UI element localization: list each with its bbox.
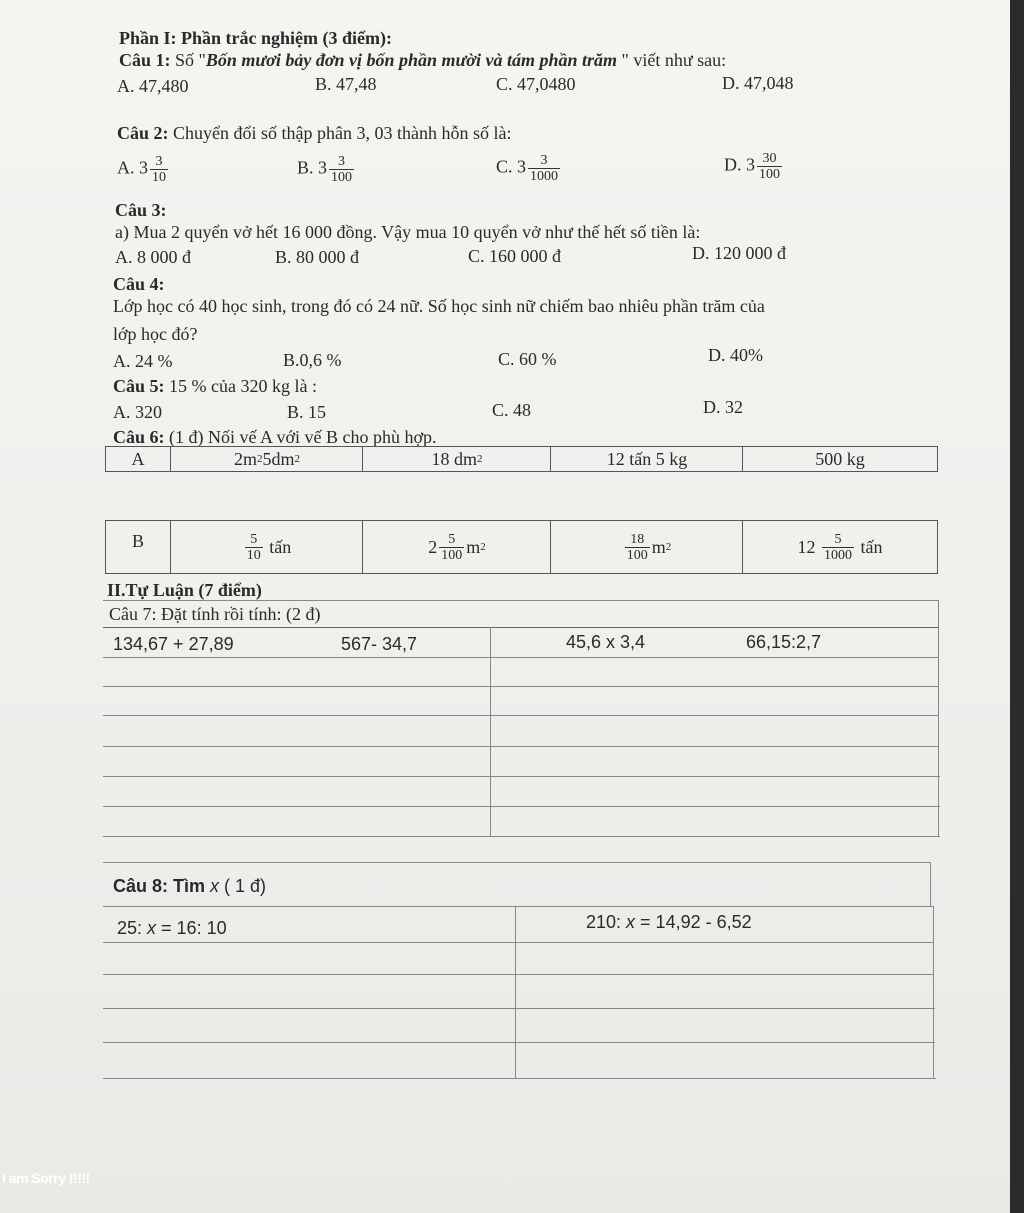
- q5-option-c: C. 48: [492, 400, 532, 420]
- fraction: $\frac{5}{1000}$: [824, 531, 852, 563]
- matching-row-b: [105, 520, 938, 574]
- q1-text-pre: Số ": [175, 50, 206, 70]
- q1-text-post: " viết như sau:: [616, 50, 727, 70]
- q1-text: [119, 50, 726, 71]
- part1-title: Phần I: Phần trắc nghiệm (3 điểm):: [119, 28, 392, 48]
- q2-option-c: C. 3 $\frac{3}{1000}$: [496, 153, 559, 184]
- fraction: $\frac{30}{100}$: [759, 151, 780, 182]
- q3-text: a) Mua 2 quyển vở hết 16 000 đồng. Vậy mua 10 quyển vở như thế hết số tiền là:: [115, 222, 701, 242]
- q5-option-d: D. 32: [703, 397, 743, 417]
- row-b-label: B: [131, 531, 144, 551]
- row-a-label: A: [131, 448, 145, 469]
- q2-option-b: B. 3 $\frac{3}{100}$: [297, 154, 353, 185]
- q2-option-d: D. 3 $\frac{30}{100}$: [724, 151, 780, 182]
- q6-instruction: (1 đ) Nối vế A với vế B cho phù hợp.: [164, 427, 437, 447]
- q5-option-b: B. 15: [287, 402, 327, 422]
- row-b-item-3[interactable]: $\frac{18}{100}$ m 2: [550, 521, 743, 573]
- q2-question: Chuyển đổi số thập phân 3, 03 thành hỗn số là:: [168, 123, 512, 143]
- q1-option-c: C. 47,0480: [496, 74, 576, 94]
- row-b-item-4[interactable]: 12 $\frac{5}{1000}$ tấn: [742, 521, 937, 573]
- row-a-item-1[interactable]: 2m 2 5dm 2: [170, 447, 363, 471]
- q7-expr-4: 66,15:2,7: [746, 632, 822, 652]
- q2-text: [117, 123, 511, 144]
- q8-title: Câu 8: Tìm x ( 1 đ): [113, 876, 267, 896]
- q3-label: Câu 3:: [115, 200, 167, 220]
- q5-label: Câu 5:: [113, 376, 165, 396]
- row-b-item-2[interactable]: 2 $\frac{5}{100}$ m 2: [362, 521, 551, 573]
- q3-option-a: A. 8 000 đ: [115, 247, 191, 267]
- q8-left-equation: 25: x = 16: 10: [117, 918, 227, 938]
- q2-label: Câu 2:: [117, 123, 169, 143]
- q5-option-a: A. 320: [113, 402, 162, 422]
- q4-line2: lớp học đó?: [113, 324, 198, 344]
- q3-option-b: B. 80 000 đ: [275, 247, 360, 267]
- q4-option-a: A. 24 %: [113, 351, 173, 371]
- fraction: $\frac{3}{100}$: [331, 154, 353, 185]
- q1-label: Câu 1:: [119, 50, 171, 70]
- q1-option-d: D. 47,048: [722, 73, 794, 93]
- fraction: $\frac{5}{100}$: [441, 531, 463, 563]
- q1-option-b: B. 47,48: [315, 74, 377, 94]
- q7-expr-2: 567- 34,7: [341, 634, 418, 654]
- q7-title: Câu 7: Đặt tính rồi tính: (2 đ): [109, 604, 321, 624]
- q1-option-a: A. 47,480: [117, 76, 189, 96]
- q3-option-c: C. 160 000 đ: [468, 246, 562, 266]
- q6-label: Câu 6:: [113, 427, 165, 447]
- q8-right-equation: 210: x = 14,92 - 6,52: [586, 912, 752, 932]
- row-a-item-3[interactable]: 12 tấn 5 kg: [550, 447, 743, 471]
- q5-text: [113, 376, 317, 397]
- row-a-item-2[interactable]: 18 dm 2: [362, 447, 551, 471]
- q2-option-a: A. 3 $\frac{3}{10}$: [117, 154, 166, 185]
- part2-title: II.Tự Luận (7 điểm): [107, 580, 262, 600]
- q4-line1: Lớp học có 40 học sinh, trong đó có 24 nữ. Số học sinh nữ chiếm bao nhiêu phần trăm của: [113, 296, 765, 316]
- q3-option-d: D. 120 000 đ: [692, 243, 786, 263]
- q4-option-b: B.0,6 %: [283, 350, 342, 370]
- fraction: $\frac{3}{10}$: [152, 154, 166, 185]
- fraction: $\frac{3}{1000}$: [530, 153, 559, 184]
- q5-question: 15 % của 320 kg là :: [164, 376, 317, 396]
- caption-text: I am Sorry !!!!!: [2, 1170, 90, 1186]
- q4-option-c: C. 60 %: [498, 349, 557, 369]
- fraction: $\frac{5}{10}$: [246, 531, 261, 563]
- q4-option-d: D. 40%: [708, 345, 763, 365]
- q4-label: Câu 4:: [113, 274, 165, 294]
- q7-expr-1: 134,67 + 27,89: [113, 634, 234, 654]
- fraction: $\frac{18}{100}$: [626, 531, 648, 563]
- q6-text: [113, 427, 437, 448]
- row-a-item-4[interactable]: 500 kg: [742, 447, 937, 471]
- q7-expr-3: 45,6 x 3,4: [566, 632, 646, 652]
- row-b-item-1[interactable]: $\frac{5}{10}$ tấn: [170, 521, 363, 573]
- matching-row-a: [105, 446, 938, 472]
- q1-text-italic: Bốn mươi bảy đơn vị bốn phần mười và tám phần trăm: [205, 50, 617, 70]
